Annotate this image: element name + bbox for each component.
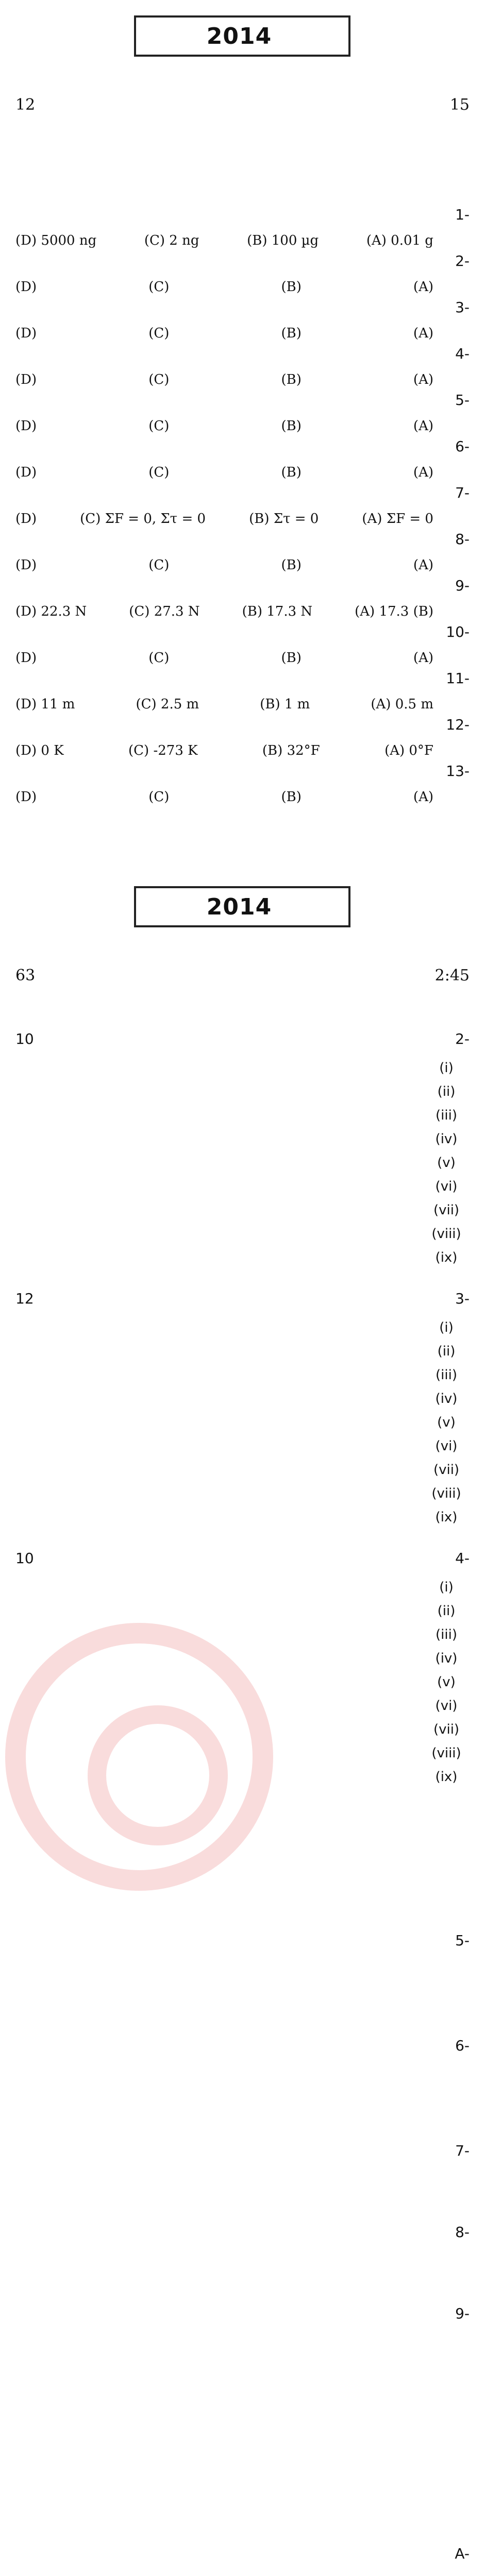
mcq-option: (D) 0 K [15,743,64,758]
question-text [15,670,433,692]
mcq-list [15,206,470,809]
question-line [15,2108,439,2132]
question-line [15,1979,439,2003]
question-line [15,1932,439,1956]
mcq-options [15,461,433,484]
sub-question [15,1363,470,1387]
question-heading [15,1030,433,1056]
marks-label: 10 [15,1030,34,1047]
sub-question-text [15,1458,423,1482]
question-number: 4- [455,345,470,362]
mcq-option: (A) 0.01 g [366,233,433,248]
sub-question-text [15,1670,423,1694]
question-line [15,2142,439,2166]
sub-question-text [15,1434,423,1458]
mcq-item [15,623,470,670]
long-question-block [15,2037,470,2142]
sub-question-number: (iv) [435,1131,458,1147]
sub-question [15,1434,470,1458]
sub-question-text [15,1198,423,1222]
practical-heading [15,2519,470,2545]
sub-question [15,1765,470,1789]
question-number: 5- [455,1932,470,1949]
sub-question-text [15,1316,423,1340]
question-number: 3- [455,299,470,316]
sub-question-text [15,1623,423,1647]
sub-question-number: (viii) [431,1745,461,1761]
total-marks-label: 63 [15,967,36,985]
mcq-option: (D) [15,418,37,434]
sub-question-number: (vi) [435,1179,458,1194]
question-text [15,623,433,646]
short-question-block [15,1550,470,1809]
mcq-option: (A) [413,279,433,295]
question-number: 7- [455,2142,470,2159]
question-heading [15,1290,433,1316]
sub-question-number: (ix) [435,1769,458,1785]
mcq-option: (C) -273 K [128,743,198,758]
mcq-item [15,484,470,531]
mcq-option: (A) 0.5 m [371,697,433,712]
paper1-header-row2 [15,96,470,125]
question-text [15,577,433,600]
mcq-option: (D) [15,789,37,805]
sub-question-number: (i) [439,1580,454,1595]
sub-question [15,1741,470,1765]
paper1-banner [134,15,350,57]
question-text [15,484,433,507]
question-number: 12- [446,716,470,733]
sub-question-number: (vi) [435,1438,458,1454]
sub-question-number: (iii) [436,1627,457,1642]
mcq-options [15,646,433,670]
banner-year: 2014 [206,893,272,920]
mcq-option: (B) [281,372,302,387]
mcq-option: (B) [281,418,302,434]
mcq-option: (B) [281,326,302,341]
sub-question-text [15,1363,423,1387]
question-number: 11- [446,670,470,687]
question-line [15,2037,439,2061]
mcq-option: (B) 100 µg [247,233,319,248]
sub-question [15,1411,470,1434]
question-number: 9- [455,2305,470,2322]
sub-question [15,1127,470,1151]
mcq-option: (A) [413,372,433,387]
sub-question [15,1151,470,1175]
sub-question [15,1623,470,1647]
mcq-option: (A) [413,465,433,480]
question-number: 13- [446,762,470,779]
question-line [15,2061,439,2084]
mcq-option: (C) 27.3 N [129,604,200,619]
mcq-option: (B) [281,279,302,295]
sub-question-number: (i) [439,1060,454,1076]
sub-question-text [15,1411,423,1434]
mcq-option: (D) [15,465,37,480]
mcq-option: (A) [413,326,433,341]
sub-question [15,1647,470,1670]
sub-question-text [15,1482,423,1505]
mcq-options [15,507,433,531]
long-questions-section [15,1932,470,2386]
sub-question-number: (viii) [431,1486,461,1501]
mcq-option: (A) ΣF = 0 [362,511,433,527]
question-line [15,1956,439,1979]
question-number: 7- [455,484,470,501]
time-label: 15 [449,96,470,114]
sub-question-number: (ix) [435,1510,458,1525]
mcq-option: (A) [413,418,433,434]
sub-question [15,1198,470,1222]
mcq-option: (B) [281,557,302,573]
sub-question-text [15,1151,423,1175]
mcq-item [15,206,470,252]
mcq-option: (D) 5000 ng [15,233,97,248]
question-line [15,2271,439,2295]
mcq-options [15,275,433,299]
sub-question-number: (ii) [437,1603,456,1619]
part2-title [15,1896,470,1925]
question-text [15,392,433,414]
mcq-option: (C) [148,418,170,434]
sub-question [15,1575,470,1599]
question-text [15,345,433,368]
sub-question-text [15,1765,423,1789]
practical-question-a [15,2545,470,2576]
sub-question-number: (iii) [436,1367,457,1383]
mcq-option: (C) ΣF = 0, Στ = 0 [80,511,206,527]
mcq-option: (B) [281,465,302,480]
mcq-options [15,553,433,577]
mcq-item [15,392,470,438]
question-text [15,531,433,553]
marks-label: 10 [15,1550,34,1567]
question-number: 4- [455,1550,470,1567]
sub-question [15,1670,470,1694]
mcq-option: (D) [15,326,37,341]
short-questions-section [15,1030,470,1809]
mcq-option: (A) 17.3 (B) [355,604,433,619]
question-line [15,2305,439,2329]
mcq-option: (B) 17.3 N [242,604,313,619]
practical-section [15,2519,470,2576]
sub-question-number: (ii) [437,1084,456,1099]
question-number: 2- [455,1030,470,1047]
banner-year: 2014 [206,23,272,49]
mcq-options [15,229,433,252]
mcq-option: (C) [148,650,170,666]
question-number: 9- [455,577,470,594]
sub-question-text [15,1175,423,1198]
sub-question [15,1104,470,1127]
question-number: 1- [455,206,470,223]
mcq-options [15,600,433,623]
paper1-instructions [15,129,470,191]
mcq-options [15,321,433,345]
question-line [15,2247,439,2271]
sub-question-text [15,1387,423,1411]
mcq-option: (C) [148,465,170,480]
question-line [15,2166,439,2190]
sub-question [15,1482,470,1505]
sub-question [15,1246,470,1269]
long-question-block [15,2142,470,2224]
short-question-block [15,1290,470,1550]
sub-question-text [15,1056,423,1080]
mcq-option: (B) [281,789,302,805]
mcq-option: (C) [148,557,170,573]
sub-question-text [15,1694,423,1718]
mcq-item [15,762,470,809]
mcq-option: (D) 11 m [15,697,75,712]
mcq-item [15,716,470,762]
mcq-option: (A) [413,557,433,573]
sub-question-text [15,1599,423,1623]
sub-question [15,1387,470,1411]
long-question-block [15,2224,470,2305]
question-line [15,2084,439,2108]
question-text [15,716,433,739]
mcq-options [15,692,433,716]
paper2-header-row2 [15,967,470,995]
mcq-option: (D) [15,372,37,387]
sub-question-number: (iii) [436,1108,457,1123]
sub-question [15,1222,470,1246]
sub-question-text [15,1575,423,1599]
question-text [15,762,433,785]
mcq-option: (D) [15,557,37,573]
marks-label: 12 [15,1290,34,1307]
sub-question-number: (v) [437,1155,456,1171]
question-number: 2- [455,252,470,269]
long-question-block [15,2305,470,2386]
sub-question-text [15,1505,423,1529]
mcq-option: (A) 0°F [384,743,433,758]
mcq-option: (C) 2 ng [144,233,199,248]
sub-question [15,1718,470,1741]
sub-question-number: (iv) [435,1651,458,1666]
sub-question-number: (iv) [435,1391,458,1406]
total-marks-label: 12 [15,96,36,114]
sub-question-text [15,1647,423,1670]
sub-question [15,1458,470,1482]
question-number: 10- [446,623,470,640]
sub-question-text [15,1080,423,1104]
question-line [15,2190,439,2213]
mcq-option: (A) [413,650,433,666]
mcq-item [15,577,470,623]
sub-question-text [15,1340,423,1363]
sub-question-text [15,1741,423,1765]
sub-question [15,1080,470,1104]
short-question-block [15,1030,470,1290]
question-text [15,299,433,321]
mcq-options [15,414,433,438]
question-text [15,438,433,461]
sub-question-text [15,1246,423,1269]
mcq-item [15,345,470,392]
mcq-option: (D) [15,279,37,295]
paper1-header-row1 [15,67,470,96]
question-number: 5- [455,392,470,409]
mcq-option: (C) 2.5 m [136,697,199,712]
mcq-item [15,670,470,716]
sub-question-text [15,1104,423,1127]
mcq-item [15,531,470,577]
sub-question-number: (vii) [433,1722,460,1737]
mcq-option: (C) [148,326,170,341]
paper2-header-row1 [15,938,470,967]
question-line [15,2329,439,2352]
sub-question-number: (v) [437,1415,456,1430]
mcq-options [15,368,433,392]
sub-question-number: (i) [439,1320,454,1335]
sub-question-number: (vi) [435,1698,458,1714]
sub-question-number: (vii) [433,1462,460,1478]
question-number: 6- [455,438,470,455]
sub-question-number: (vii) [433,1202,460,1218]
paper2-banner [134,886,350,927]
sub-question-text [15,1222,423,1246]
question-heading [15,1550,433,1575]
sub-question-number: (ii) [437,1344,456,1359]
long-question-block [15,1932,470,2037]
mcq-option: (A) [413,789,433,805]
question-line [15,2569,439,2576]
mcq-option: (B) Στ = 0 [249,511,319,527]
sub-question-number: (viii) [431,1226,461,1242]
sub-question [15,1505,470,1529]
sub-question-number: (v) [437,1674,456,1690]
mcq-item [15,252,470,299]
sub-question [15,1340,470,1363]
sub-question [15,1694,470,1718]
part3-title [15,2483,470,2512]
question-number: A- [455,2545,470,2562]
mcq-option: (C) [148,279,170,295]
question-number: 8- [455,2224,470,2241]
question-text [15,206,433,229]
sub-question-number: (ix) [435,1250,458,1265]
mcq-option: (D) [15,650,37,666]
mcq-item [15,438,470,484]
sub-question [15,1599,470,1623]
mcq-option: (D) 22.3 N [15,604,87,619]
question-line [15,2352,439,2376]
question-line [15,2545,439,2569]
mcq-option: (B) 32°F [262,743,320,758]
question-number: 6- [455,2037,470,2054]
question-text [15,252,433,275]
question-line [15,2224,439,2247]
time-label: 2:45 [434,967,470,985]
sub-question-text [15,1718,423,1741]
mcq-item [15,299,470,345]
sub-question [15,1175,470,1198]
mcq-options [15,785,433,809]
part1-title [15,997,470,1026]
mcq-option: (D) [15,511,37,527]
mcq-option: (B) 1 m [260,697,310,712]
question-line [15,2003,439,2027]
question-number: 3- [455,1290,470,1307]
question-number: 8- [455,531,470,548]
mcq-option: (C) [148,372,170,387]
sub-question [15,1316,470,1340]
mcq-option: (C) [148,789,170,805]
sub-question [15,1056,470,1080]
mcq-option: (B) [281,650,302,666]
mcq-options [15,739,433,762]
sub-question-text [15,1127,423,1151]
